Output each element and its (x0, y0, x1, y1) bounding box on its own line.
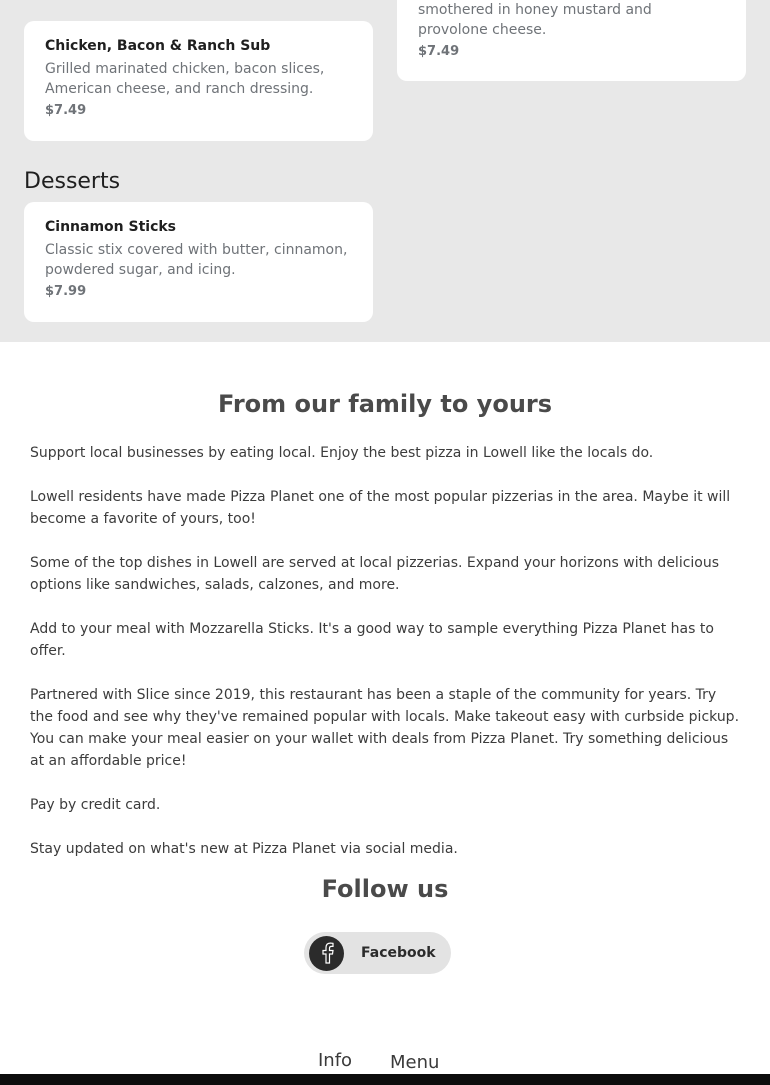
desserts-heading: Desserts (24, 169, 121, 194)
menu-item-price: $7.49 (418, 44, 460, 59)
facebook-label: Facebook (361, 945, 436, 961)
about-title: From our family to yours (217, 390, 553, 418)
facebook-button[interactable] (304, 932, 451, 974)
about-paragraph: Support local businesses by eating local. Enjoy the best pizza in Lowell like the locals do. (30, 445, 654, 461)
menu-item-description: Classic stix covered with butter, cinnamon, powdered sugar, and icing. (45, 242, 348, 278)
menu-item-name: Chicken, Bacon & Ranch Sub (45, 38, 271, 54)
footer-bar (0, 1074, 770, 1085)
about-paragraph: Add to your meal with Mozzarella Sticks. It's a good way to sample everything Pizza Planet has to offer. (30, 621, 714, 659)
follow-title: Follow us (321, 875, 449, 903)
about-paragraph: Some of the top dishes in Lowell are served at local pizzerias. Expand your horizons with delicious options like sandwiches, salads, calzones, and more. (30, 555, 720, 593)
facebook-icon (309, 936, 344, 971)
menu-section (0, 0, 770, 342)
menu-item-card[interactable] (24, 202, 373, 322)
menu-item-name: Cinnamon Sticks (45, 219, 177, 235)
menu-item-price: $7.99 (45, 284, 87, 299)
menu-item-card[interactable] (397, 0, 746, 81)
follow-section (0, 875, 770, 961)
menu-item-description: smothered in honey mustard and provolone cheese. (418, 2, 652, 38)
menu-item-card[interactable] (24, 21, 373, 141)
about-paragraph: Stay updated on what's new at Pizza Planet via social media. (30, 841, 458, 857)
menu-item-description: Grilled marinated chicken, bacon slices, American cheese, and ranch dressing. (45, 61, 325, 97)
menu-item-price: $7.49 (45, 103, 87, 118)
about-paragraph: Pay by credit card. (30, 797, 161, 813)
footer-info-link[interactable]: Info (318, 1050, 353, 1071)
footer-menu-link[interactable]: Menu (390, 1052, 440, 1073)
about-paragraph: Partnered with Slice since 2019, this restaurant has been a staple of the community for years. Try the food and see why they've remained popular with locals. Make takeout easy with curbside pickup. You can make your meal easier on your wallet with deals from Pizza Planet. Try something delicious at an affordable price! (30, 687, 740, 769)
about-paragraph: Lowell residents have made Pizza Planet one of the most popular pizzerias in the area. Maybe it will become a favorite of yours, too! (30, 489, 731, 527)
about-section (30, 390, 742, 882)
